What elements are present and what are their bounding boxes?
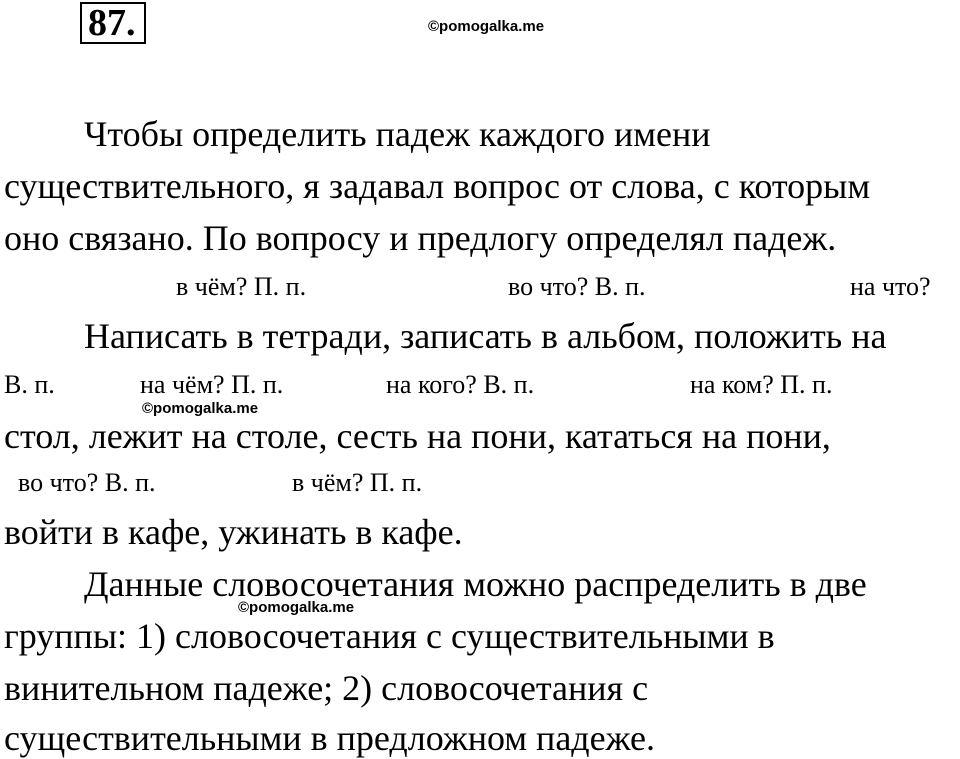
case-annotation: на что?: [850, 272, 931, 301]
text-line: Чтобы определить падеж каждого имени: [84, 114, 711, 154]
case-annotation: на чём? П. п.: [140, 370, 284, 399]
text-line: винительном падеже; 2) словосочетания с: [4, 668, 649, 708]
text-line: Данные словосочетания можно распределить в две: [84, 564, 867, 604]
text-line: оно связано. По вопросу и предлогу определял падеж.: [4, 218, 837, 258]
text-line: существительными в предложном падеже.: [4, 718, 655, 758]
text-line: существительного, я задавал вопрос от слова, с которым: [4, 166, 871, 206]
watermark: ©pomogalka.me: [428, 18, 545, 35]
text-line: стол, лежит на столе, сесть на пони, кататься на пони,: [4, 416, 831, 456]
text-line: Написать в тетради, записать в альбом, положить на: [84, 316, 887, 356]
text-line: группы: 1) словосочетания с существительными в: [4, 616, 775, 656]
task-number: 87.: [80, 2, 146, 44]
case-annotation: в чём? П. п.: [176, 272, 307, 301]
watermark: ©pomogalka.me: [142, 400, 259, 417]
case-annotation: на кого? В. п.: [386, 370, 535, 399]
case-annotation: В. п.: [4, 370, 55, 399]
case-annotation: на ком? П. п.: [690, 370, 833, 399]
text-line: войти в кафе, ужинать в кафе.: [4, 512, 463, 552]
case-annotation: в чём? П. п.: [292, 468, 423, 497]
case-annotation: во что? В. п.: [18, 468, 156, 497]
case-annotation: во что? В. п.: [508, 272, 646, 301]
watermark: ©pomogalka.me: [238, 599, 355, 616]
